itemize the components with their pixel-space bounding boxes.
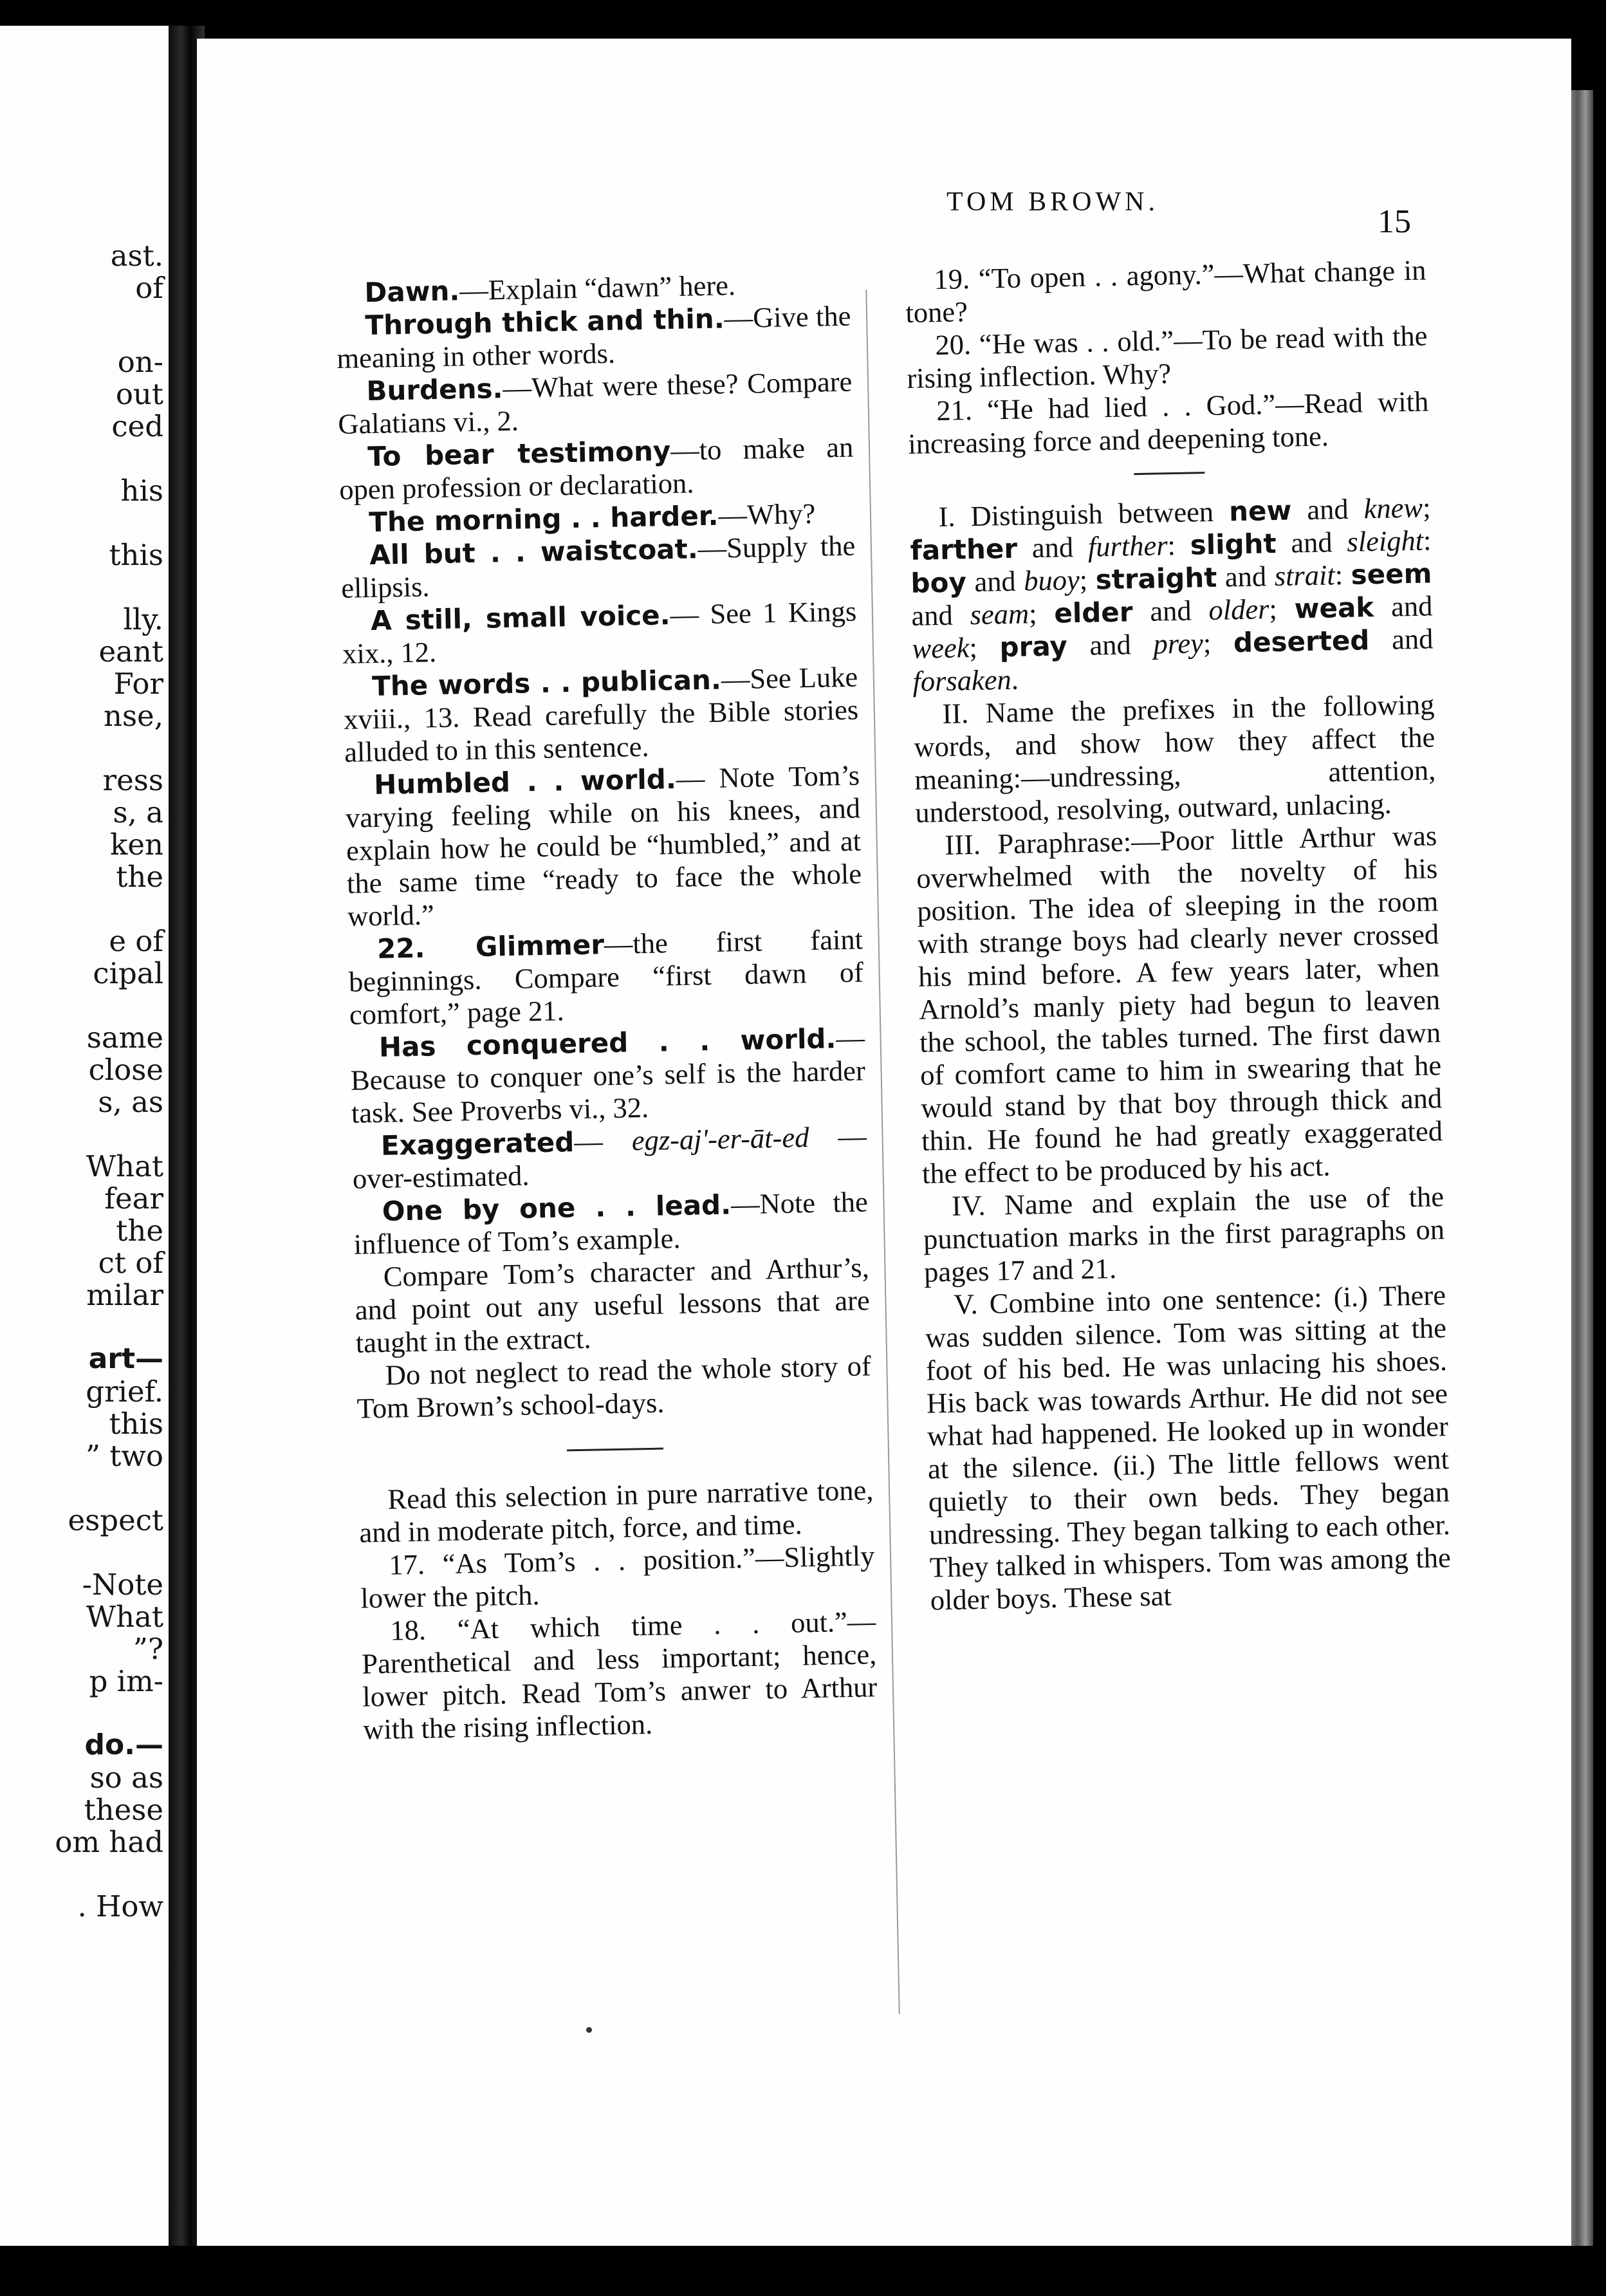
right-column xyxy=(905,254,1452,1616)
facing-text-fragment: so as xyxy=(89,1761,163,1795)
connector: and xyxy=(966,564,1024,598)
facing-text-fragment: the xyxy=(116,1214,163,1248)
note-text: — See 1 Kings xix., 12. xyxy=(342,595,857,670)
connector: and xyxy=(1291,492,1365,526)
exercise-v: V. Combine into one sentence: (i.) There was sudden silence. Tom was sitting at the foot of his bed. He was unlacing his shoes. His back was towards Arthur. He did not see what had happened. He looked up in wonder at the silence. (ii.) The little fellows went quietly to their own beds. They began undressing. They began talking to each other. They talked in whispers. Tom was among the older boys. These sat xyxy=(925,1279,1452,1616)
connector: and xyxy=(1373,589,1433,624)
facing-text-fragment: nse, xyxy=(103,699,163,733)
facing-text-fragment: ast. xyxy=(110,239,163,273)
reading-note: 19. “To open . . agony.”—What change in tone? xyxy=(905,254,1426,329)
connector: and xyxy=(1067,627,1154,662)
note-text: —to make an open profession or declaration. xyxy=(338,430,854,506)
word-italic: week xyxy=(912,631,970,665)
word-bold: straight xyxy=(1095,561,1217,596)
facing-text-fragment: om had xyxy=(55,1825,163,1859)
reading-note: Read this selection in pure narrative tone, and in moderate pitch, force, and time. xyxy=(358,1474,874,1549)
note-text: —the first faint beginnings. Compare “first dawn of comfort,” page 21. xyxy=(348,923,864,1031)
word-italic: further xyxy=(1087,529,1168,563)
note-text: — Note Tom’s varying feeling while on his knees, and explain how he could be “humbled,” and at the same time “ready to face the whole world.” xyxy=(345,759,862,932)
word-italic: buoy xyxy=(1023,563,1080,597)
exercise-iv: IV. Name and explain the use of the punctuation marks in the first paragraphs on pages 17 and 21. xyxy=(923,1180,1445,1288)
connector: and xyxy=(911,598,971,632)
word-italic: knew xyxy=(1363,491,1423,525)
facing-text-fragment: e of xyxy=(109,924,163,958)
separator: ; xyxy=(1079,563,1096,596)
exercise-i-prefix: I. Distinguish between xyxy=(938,495,1230,533)
note-term: Dawn. xyxy=(364,275,460,309)
exercise-i xyxy=(909,491,1434,698)
note xyxy=(348,923,865,1031)
word-bold: pray xyxy=(999,630,1068,663)
note xyxy=(345,759,863,933)
word-bold: elder xyxy=(1053,596,1133,629)
facing-text-fragment: art— xyxy=(88,1342,163,1375)
facing-text-fragment: fear xyxy=(104,1181,163,1216)
reading-note: 20. “He was . . old.”—To be read with the rising inflection. Why? xyxy=(906,319,1428,394)
word-italic: prey xyxy=(1152,627,1204,660)
note xyxy=(336,300,852,375)
connector: and xyxy=(1216,560,1275,593)
facing-text-fragment: his xyxy=(120,474,163,508)
facing-text-fragment: lly. xyxy=(123,602,163,636)
word-italic: older xyxy=(1208,593,1269,627)
note xyxy=(350,1021,867,1129)
word-bold: deserted xyxy=(1233,624,1370,659)
separator: : xyxy=(1423,524,1432,557)
facing-text-fragment: same xyxy=(86,1021,163,1055)
note-text: Do not neglect to read the whole story of Tom Brown’s school-days. xyxy=(356,1349,872,1425)
facing-text-fragment: grief. xyxy=(86,1375,163,1409)
facing-text-fragment: eant xyxy=(98,634,163,669)
facing-text-fragment: What xyxy=(86,1600,163,1634)
facing-text-fragment: cipal xyxy=(93,956,163,990)
note-term: All but . . waistcoat. xyxy=(369,533,699,571)
connector: and xyxy=(1369,622,1434,656)
note-term: Burdens. xyxy=(365,373,503,407)
facing-text-fragment: ”? xyxy=(133,1632,163,1666)
reading-notes-continued xyxy=(905,254,1430,460)
pronunciation: egz-aj'-er-āt-ed xyxy=(631,1121,809,1157)
facing-text-fragment: do.— xyxy=(84,1728,163,1761)
note-text: —Give the meaning in other words. xyxy=(336,299,851,375)
facing-text-fragment: -Note xyxy=(82,1568,163,1602)
separator: ; xyxy=(1422,491,1431,524)
section-rule xyxy=(1134,472,1204,475)
exercise-ii: II. Name the prefixes in the following words, and show how they affect the meaning:—undressing, attention, understood, resolving, outward, unlacing. xyxy=(913,688,1436,829)
facing-text-fragment: on- xyxy=(117,345,163,379)
facing-text-fragment: of xyxy=(135,271,163,305)
note xyxy=(340,530,856,605)
running-head: TOM BROWN. xyxy=(946,187,1159,217)
facing-text-fragment: For xyxy=(113,667,163,701)
facing-text-fragment: this xyxy=(109,538,163,572)
note-text: —Explain “dawn” here. xyxy=(459,269,736,307)
word-bold: new xyxy=(1228,494,1292,528)
reading-note: 17. “As Tom’s . . position.”—Slightly lower the pitch. xyxy=(360,1539,875,1615)
connector: and xyxy=(1132,594,1209,628)
note-text: —See Luke xviii., 13. Read carefully the Bible stories alluded to in this sentence. xyxy=(343,660,859,768)
facing-page-sliver xyxy=(0,26,169,2246)
facing-text-fragment: the xyxy=(116,860,163,894)
note-text: — xyxy=(573,1124,632,1158)
note xyxy=(356,1349,872,1425)
note-text: —Because to conquer one’s self is the harder task. See Proverbs vi., 32. xyxy=(350,1021,866,1129)
facing-text-fragment: ct of xyxy=(98,1246,163,1280)
note-text: —Why? xyxy=(717,497,816,532)
note xyxy=(343,661,860,769)
note xyxy=(354,1251,871,1359)
word-bold: weak xyxy=(1294,591,1374,625)
facing-text-fragment: espect xyxy=(68,1503,163,1537)
note xyxy=(337,366,853,441)
facing-text-fragment: milar xyxy=(86,1278,163,1312)
word-bold: slight xyxy=(1190,527,1277,561)
note-term: Through thick and thin. xyxy=(364,302,725,342)
connector: and xyxy=(1276,525,1347,559)
page-number: 15 xyxy=(1378,203,1411,240)
word-italic: forsaken xyxy=(912,663,1012,698)
facing-text-fragment: s, a xyxy=(113,795,163,829)
notes-list xyxy=(335,267,872,1425)
separator: : xyxy=(1167,528,1191,562)
word-italic: sleight xyxy=(1346,524,1424,558)
facing-text-fragment: this xyxy=(109,1407,163,1441)
separator: ; xyxy=(1203,626,1234,660)
facing-text-fragment: ” two xyxy=(85,1439,163,1473)
separator: ; xyxy=(968,631,1000,664)
note-text: Compare Tom’s character and Arthur’s, and point out any useful lessons that are taught in the extract. xyxy=(355,1251,871,1359)
word-italic: seam xyxy=(970,597,1029,631)
note-term: The words . . publican. xyxy=(371,663,722,703)
note-text: —over-estimated. xyxy=(352,1120,867,1195)
facing-text-fragment: p im- xyxy=(89,1664,163,1698)
exercises xyxy=(909,491,1452,1616)
note xyxy=(351,1120,867,1195)
column-divider xyxy=(865,290,900,2014)
reading-notes xyxy=(358,1474,878,1746)
reading-note: 18. “At which time . . out.”—Parenthetical and less important; hence, lower pitch. Read Tom’s anwer to Arthur with the rising inflection. xyxy=(361,1605,878,1746)
note xyxy=(338,431,854,506)
note-term: Exaggerated xyxy=(380,1126,575,1162)
facing-text-fragment: ced xyxy=(111,409,163,443)
section-rule xyxy=(567,1448,663,1452)
connector: and xyxy=(1017,530,1089,564)
note-text: —What were these? Compare Galatians vi., 2. xyxy=(337,365,853,440)
note-text: —Supply the ellipsis. xyxy=(340,529,856,604)
separator: ; xyxy=(1268,592,1295,625)
separator: . xyxy=(1011,663,1019,696)
note-term: One by one . . lead. xyxy=(382,1189,732,1227)
exercise-iii: III. Paraphrase:—Poor little Arthur was overwhelmed with the novelty of his position. The idea of sleeping in the room with strange boys had clearly never crossed his mind before. A few years later, when Arnold’s manly piety had begun to leaven the school, the tables turned. The first dawn of comfort came to him in swearing that he would stand by that boy through thick and thin. He found he had greatly exaggerated the effect to be produced by his act. xyxy=(916,819,1443,1190)
book-page xyxy=(193,39,1571,2246)
facing-text-fragment: . How xyxy=(77,1889,163,1923)
page-edge xyxy=(1567,90,1593,2246)
reading-note: 21. “He had lied . . God.”—Read with increasing force and deepening tone. xyxy=(907,385,1429,460)
facing-text-fragment: ress xyxy=(102,763,163,797)
ink-dot xyxy=(586,2027,592,2033)
facing-text-fragment: out xyxy=(115,377,163,411)
left-column xyxy=(335,267,878,1746)
word-bold: seem xyxy=(1351,557,1432,591)
note-text: —Note the influence of Tom’s example. xyxy=(353,1185,869,1261)
note xyxy=(353,1185,869,1261)
facing-text-fragment: What xyxy=(86,1149,163,1183)
facing-text-fragment: s, as xyxy=(98,1085,163,1119)
facing-text-fragment: these xyxy=(84,1793,163,1827)
word-bold: farther xyxy=(910,532,1018,566)
note-term: Humbled . . world. xyxy=(373,763,677,801)
word-bold: boy xyxy=(910,566,967,599)
facing-text-fragment: ken xyxy=(110,828,163,862)
note-term: To bear testimony xyxy=(367,435,671,473)
note-term: A still, small voice. xyxy=(370,599,671,637)
facing-text-fragment: close xyxy=(88,1053,163,1087)
note-term: 22. Glimmer xyxy=(376,929,605,965)
note xyxy=(342,595,858,671)
separator: : xyxy=(1334,558,1352,591)
note-term: Has conquered . . world. xyxy=(378,1023,836,1063)
word-italic: strait xyxy=(1274,559,1336,593)
separator: ; xyxy=(1028,597,1055,630)
note-term: The morning . . harder. xyxy=(368,499,719,539)
